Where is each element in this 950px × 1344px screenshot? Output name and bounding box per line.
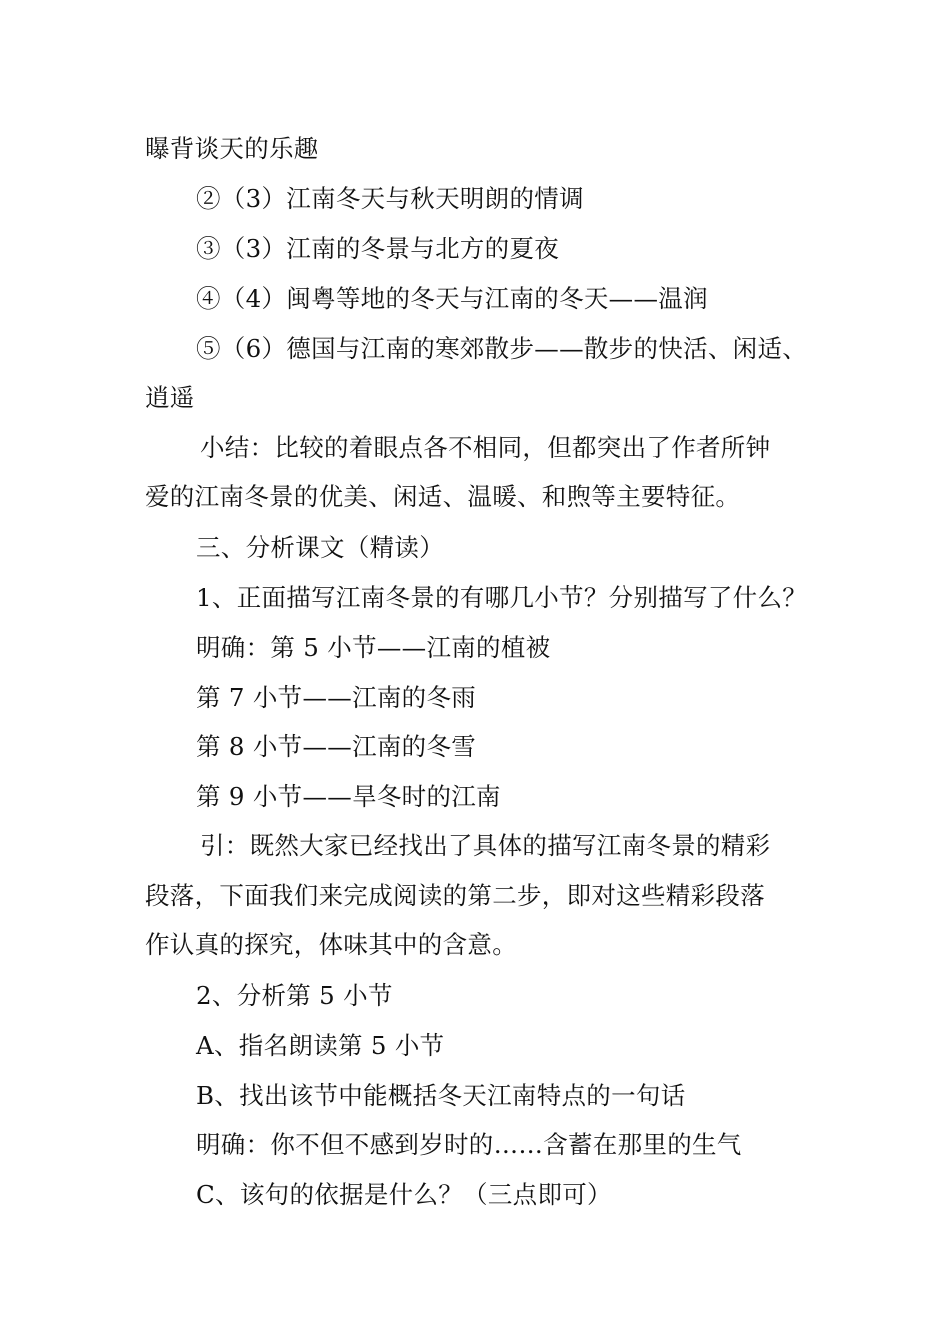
text-line: 第 8 小节——江南的冬雪 bbox=[196, 732, 477, 761]
text-line: ⑤（6）德国与江南的寒郊散步——散步的快活、闲适、 bbox=[196, 334, 808, 363]
text-line: 曝背谈天的乐趣 bbox=[145, 134, 319, 163]
text-line: 明确：第 5 小节——江南的植被 bbox=[196, 633, 551, 662]
text-line: 1、正面描写江南冬景的有哪几小节？分别描写了什么？ bbox=[196, 583, 808, 612]
text-line: ②（3）江南冬天与秋天明朗的情调 bbox=[196, 184, 584, 213]
text-line: 爱的江南冬景的优美、闲适、温暖、和煦等主要特征。 bbox=[145, 482, 741, 511]
section-heading: 三、分析课文（精读） bbox=[196, 533, 444, 562]
text-line: 小结：比较的着眼点各不相同，但都突出了作者所钟 bbox=[200, 433, 771, 462]
text-line: B、找出该节中能概括冬天江南特点的一句话 bbox=[196, 1081, 686, 1110]
text-line: 引：既然大家已经找出了具体的描写江南冬景的精彩 bbox=[200, 831, 771, 860]
text-line: 第 7 小节——江南的冬雨 bbox=[196, 683, 477, 712]
text-line: 明确：你不但不感到岁时的……含蓄在那里的生气 bbox=[196, 1130, 742, 1159]
text-line: 作认真的探究，体味其中的含意。 bbox=[145, 930, 517, 959]
text-line: 段落，下面我们来完成阅读的第二步，即对这些精彩段落 bbox=[145, 881, 765, 910]
text-line: ④（4）闽粤等地的冬天与江南的冬天——温润 bbox=[196, 284, 708, 313]
text-line: 逍遥 bbox=[145, 383, 195, 412]
text-line: ③（3）江南的冬景与北方的夏夜 bbox=[196, 234, 560, 263]
text-line: C、该句的依据是什么？（三点即可） bbox=[196, 1180, 612, 1209]
text-line: 第 9 小节——旱冬时的江南 bbox=[196, 782, 501, 811]
text-line: 2、分析第 5 小节 bbox=[196, 981, 393, 1010]
text-line: A、指名朗读第 5 小节 bbox=[196, 1031, 445, 1060]
